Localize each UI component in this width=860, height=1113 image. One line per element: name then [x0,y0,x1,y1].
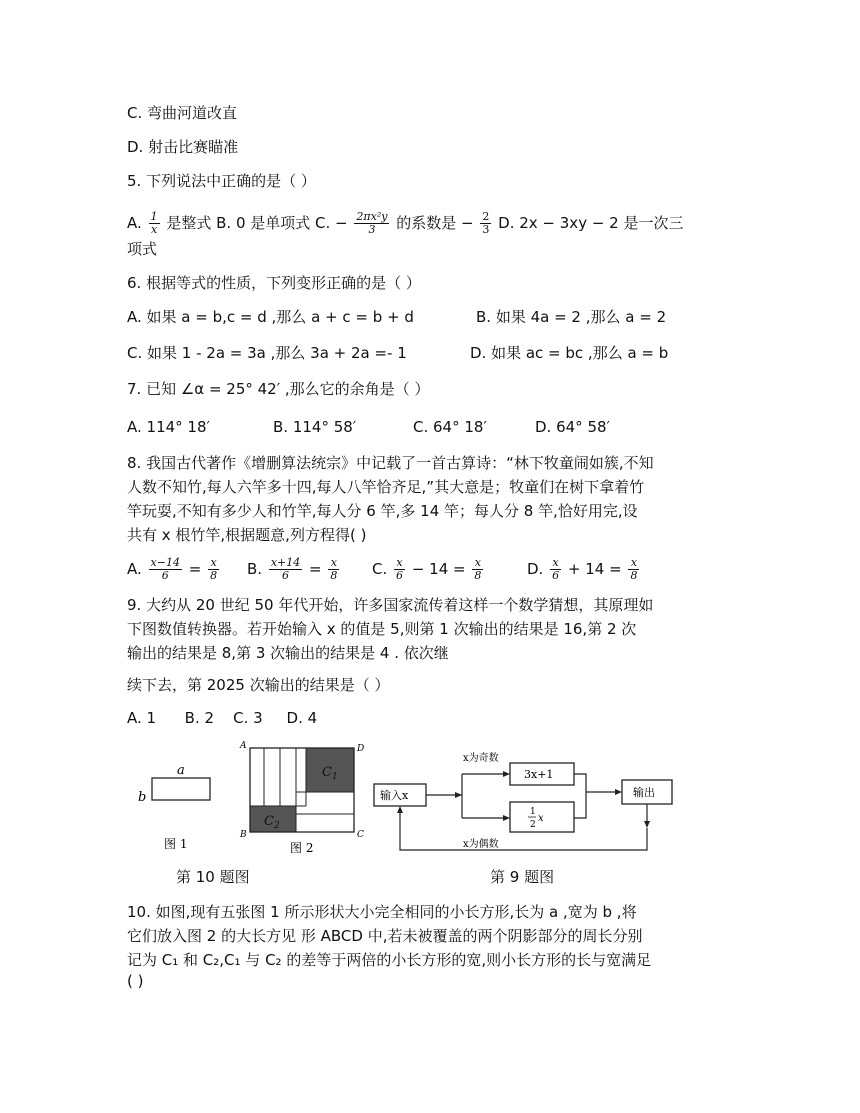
q8-b-frac1 [269,557,302,582]
q8-a-d1: 6 [161,569,169,582]
flow-loop-connector [400,810,647,850]
q8-c-prefix: C. [372,560,388,578]
q8-a-frac1 [149,557,182,582]
q8-b-eq: = [309,560,322,578]
q5-d-text: D. 2x − 3xy − 2 是一次三 [498,214,684,232]
q7-option-c: C. 64° 18′ [413,418,487,436]
flow-op1-label: 3x+1 [524,768,554,781]
q5-a-den: x [150,223,158,236]
q5-a-text: 是整式 [166,214,212,232]
flow-op2-var: x [538,813,544,824]
q8-a-prefix: A. [127,560,142,578]
flow-op2-num: 1 [530,807,536,817]
q8-line-4: 共有 x 根竹竿,根据题意,列方程得( ) [127,526,367,544]
q8-c-mid: − 14 = [411,560,466,578]
q5-a-num: 1 [150,210,158,223]
fig1-label-a: a [177,763,185,778]
q8-b-prefix: B. [247,560,263,578]
fig2-caption: 图 2 [290,841,314,855]
q9-line-2: 下图数值转换器。若开始输入 x 的值是 5,则第 1 次输出的结果是 16,第 2 次 [127,620,637,638]
q8-option-b [247,554,341,584]
flow-input-label: 输入x [380,789,409,802]
q8-a-frac2 [208,557,219,582]
q5-c-num: 2πx²y [356,210,388,223]
q8-d-n1: x [550,557,561,570]
fig2-label-b: B [240,830,247,840]
q5-c-num2: 2 [482,210,490,223]
q6-option-b: B. 如果 4a = 2 ,那么 a = 2 [476,308,667,326]
q6-option-c: C. 如果 1 - 2a = 3a ,那么 3a + 2a =- 1 [127,344,407,362]
q5-c-prefix: C. − [315,214,348,232]
q4-option-c: C. 弯曲河道改直 [127,104,238,122]
q8-b-n2: x [328,557,339,570]
arrowhead-icon [615,789,622,795]
flow-even-label: x为偶数 [463,839,499,850]
fig2-c2-subscript: 2 [273,821,280,831]
fig2-label-d: D [357,744,365,754]
flow-odd-label: x为奇数 [463,753,499,764]
q5-c-den2: 3 [482,223,490,236]
q8-line-2: 人数不知竹,每人六竿多十四,每人八竿恰齐足,”其大意是；牧童们在树下拿着竹 [127,478,645,496]
q8-d-prefix: D. [527,560,544,578]
q8-line-3: 竿玩耍,不知有多少人和竹竿,每人分 6 竿,多 14 竿；每人分 8 竿,恰好用完,设 [127,502,638,520]
q9-line-3: 输出的结果是 8,第 3 次输出的结果是 4 . 依次继 [127,644,449,662]
arrowhead-icon [455,792,462,798]
q7-option-d: D. 64° 58′ [535,418,610,436]
arrowhead-icon [503,815,510,821]
q8-a-d2: 8 [210,569,218,582]
fig2-label-c: C [357,830,364,840]
q7-option-a: A. 114° 18′ [127,418,210,436]
q10-line-3: 记为 C₁ 和 C₂,C₁ 与 C₂ 的差等于两倍的小长方形的宽,则小长方形的长与宽满足 [127,951,652,969]
flow-op2-den: 2 [530,820,536,830]
q5-b-text: B. 0 是单项式 [216,214,311,232]
q8-b-d1: 6 [282,569,290,582]
q10-line-4: ( ) [127,972,144,990]
q8-d-n2: x [628,557,639,570]
q8-c-n2: x [472,557,483,570]
q8-d-d1: 6 [552,569,560,582]
q8-c-frac1 [394,557,405,582]
q8-b-n1: x+14 [270,556,301,569]
q8-option-a [127,554,221,584]
q8-c-n1: x [394,557,405,570]
figure-9-caption: 第 9 题图 [490,868,555,886]
q8-d-frac2 [628,557,639,582]
q8-a-n1: x−14 [150,556,180,569]
q5-stem: 5. 下列说法中正确的是（ ） [127,172,316,190]
q6-stem: 6. 根据等式的性质，下列变形正确的是（ ） [127,274,421,292]
q9-line-4: 续下去，第 2025 次输出的结果是（ ） [127,676,390,694]
q8-d-d2: 8 [630,569,638,582]
q8-option-c [372,554,485,584]
q9-line-1: 9. 大约从 20 世纪 50 年代开始，许多国家流传着这样一个数学猜想，其原理如 [127,596,654,614]
fig1-caption: 图 1 [164,837,188,851]
q7-stem: 7. 已知 ∠α = 25° 42′ ,那么它的余角是（ ） [127,380,430,398]
fig2-c1-letter: C [322,765,332,780]
q4-option-d: D. 射击比赛瞄准 [127,138,239,156]
q8-c-d2: 8 [474,569,482,582]
fig2-c2-letter: C [264,814,274,829]
flow-output-label: 输出 [633,786,655,799]
q8-c-d1: 6 [396,569,404,582]
q5-options [127,207,683,239]
q8-c-frac2 [472,557,483,582]
q5-c-den: 3 [368,223,376,236]
arrowhead-icon [503,771,510,777]
q5-c-mid: 的系数是 − [396,214,474,232]
q7-option-b: B. 114° 58′ [273,418,357,436]
arrowhead-icon [644,821,650,828]
q8-a-n2: x [208,557,219,570]
fig2-c1-subscript: 1 [331,772,338,782]
q8-d-mid: + 14 = [567,560,622,578]
q5-a-prefix: A. [127,214,142,232]
q10-line-2: 它们放入图 2 的大长方见 形 ABCD 中,若未被覆盖的两个阴影部分的周长分别 [127,927,643,945]
figure-10-caption: 第 10 题图 [176,868,250,886]
q6-option-a: A. 如果 a = b,c = d ,那么 a + c = b + d [127,308,414,326]
fig1-rectangle [152,778,210,800]
figure-1 [138,763,210,851]
q5-d-continued: 项式 [127,240,158,258]
q6-option-d: D. 如果 ac = bc ,那么 a = b [470,344,669,362]
figures-area [130,738,690,858]
q8-a-eq: = [188,560,202,578]
flowchart [374,751,672,850]
arrowhead-icon [397,806,403,813]
q5-c-fraction [354,211,389,236]
q8-b-d2: 8 [330,569,338,582]
fig1-label-b: b [138,790,147,805]
fig2-label-a: A [240,741,247,751]
q8-option-d [527,554,641,584]
q5-a-fraction [149,211,160,236]
q8-line-1: 8. 我国古代著作《增删算法统宗》中记载了一首古算诗：“林下牧童闹如簇,不知 [127,454,654,472]
q9-options: A. 1 B. 2 C. 3 D. 4 [127,709,318,727]
q8-d-frac1 [550,557,561,582]
q5-c-fraction2 [480,211,491,236]
figure-2 [239,741,364,855]
q8-b-frac2 [328,557,339,582]
flow-connector [574,774,586,818]
q10-line-1: 10. 如图,现有五张图 1 所示形状大小完全相同的小长方形,长为 a ,宽为 b ,将 [127,903,637,921]
